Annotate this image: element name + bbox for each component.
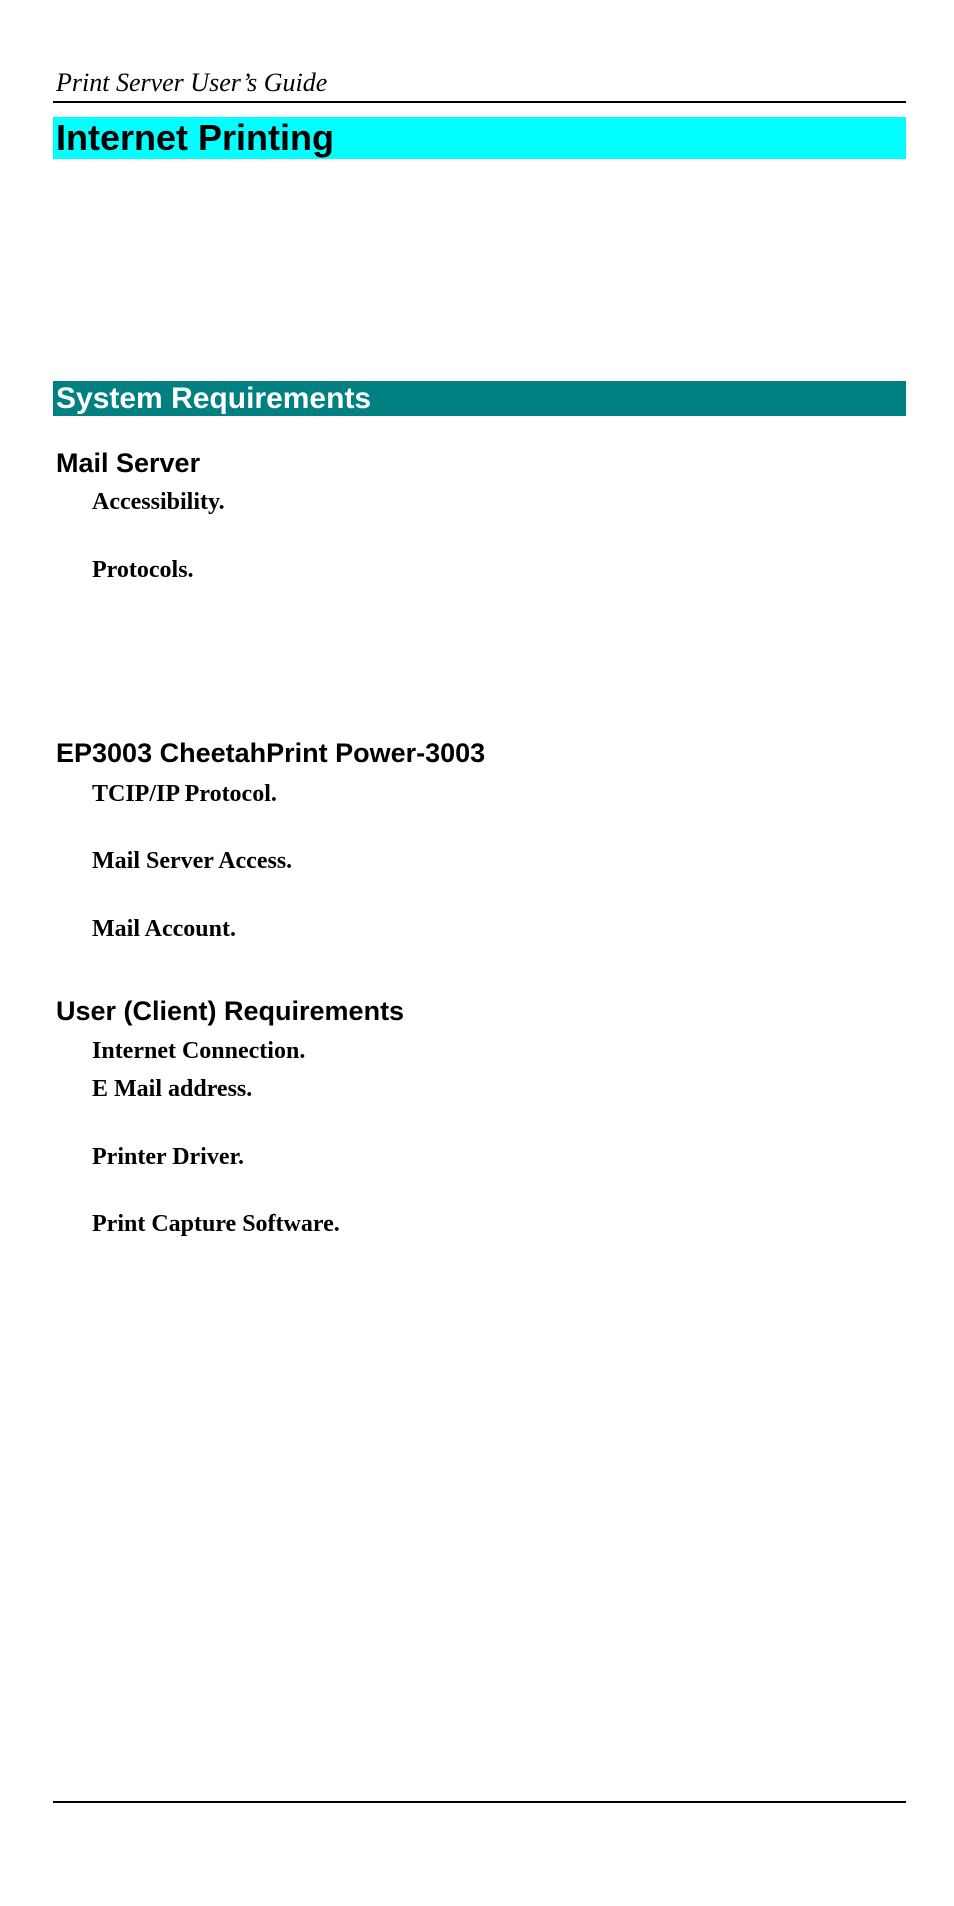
client-item-email-address: E Mail address.: [92, 1076, 253, 1102]
mail-server-item-accessibility: Accessibility.: [92, 489, 225, 515]
print-server-item-mail-account: Mail Account.: [92, 916, 236, 942]
mail-server-item-protocols: Protocols.: [92, 557, 194, 583]
client-item-internet-connection: Internet Connection.: [92, 1038, 306, 1064]
section-title-bar: [53, 381, 906, 416]
print-server-item-mail-access: Mail Server Access.: [92, 848, 293, 874]
client-item-print-capture: Print Capture Software.: [92, 1211, 340, 1237]
footer-rule: [53, 1801, 906, 1803]
section-title: System Requirements: [56, 382, 372, 415]
client-requirements-heading: User (Client) Requirements: [56, 996, 405, 1026]
chapter-title-bar: [53, 117, 906, 159]
client-item-printer-driver: Printer Driver.: [92, 1144, 244, 1170]
mail-server-heading: Mail Server: [56, 448, 201, 478]
print-server-item-tcpip: TCIP/IP Protocol.: [92, 781, 277, 807]
running-header: Print Server User’s Guide: [56, 68, 328, 97]
print-server-heading: EP3003 CheetahPrint Power-3003: [56, 738, 486, 768]
chapter-title: Internet Printing: [56, 117, 334, 158]
header-rule: [53, 101, 906, 103]
